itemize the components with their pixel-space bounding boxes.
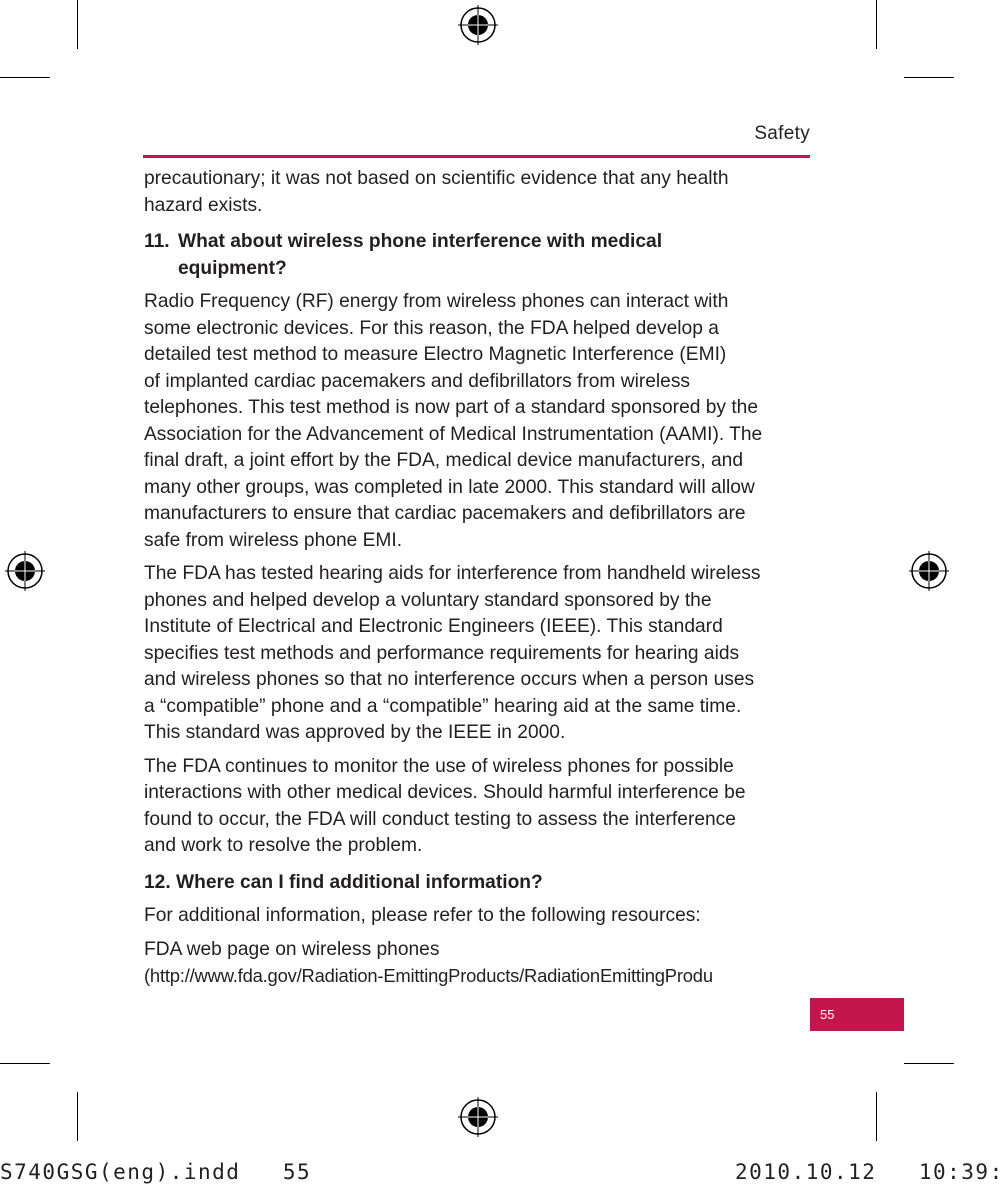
registration-mark-icon: [458, 5, 498, 45]
text-line: This standard was approved by the IEEE in 2000.: [144, 722, 566, 743]
question-number: 11.: [144, 231, 170, 252]
crop-mark: [876, 0, 877, 49]
heading-line: Where can I find additional information?: [176, 871, 543, 893]
text-line: Radio Frequency (RF) energy from wireless phones can interact with: [144, 291, 729, 312]
text-line: precautionary; it was not based on scientific evidence that any health: [144, 168, 729, 189]
text-line: FDA web page on wireless phones: [144, 938, 440, 960]
text-line: Institute of Electrical and Electronic Engineers (IEEE). This standard: [144, 616, 723, 637]
crop-mark: [77, 0, 78, 49]
paragraph-hearing-aids: [144, 561, 814, 747]
text-line: and wireless phones so that no interference occurs when a person uses: [144, 669, 755, 690]
crop-mark: [904, 77, 954, 78]
text-line: hazard exists.: [144, 194, 263, 216]
page-content: [144, 166, 814, 998]
paragraph-monitoring: [144, 754, 814, 860]
fda-url-text: (http://www.fda.gov/Radiation-EmittingProducts/RadiationEmittingProdu: [144, 965, 713, 986]
text-line: manufacturers to ensure that cardiac pacemakers and defibrillators are: [144, 503, 746, 524]
crop-mark: [0, 1063, 50, 1064]
question-12-heading: [144, 870, 814, 897]
text-line: interactions with other medical devices. Should harmful interference be: [144, 782, 746, 803]
text-line: some electronic devices. For this reason, the FDA helped develop a: [144, 317, 719, 339]
page-number-tab: [810, 998, 904, 1031]
text-line: of implanted cardiac pacemakers and defibrillators from wireless: [144, 370, 691, 392]
text-line: final draft, a joint effort by the FDA, medical device manufacturers, and: [144, 450, 744, 471]
heading-line: What about wireless phone interference with medical: [178, 231, 663, 252]
question-11-heading: [144, 229, 814, 282]
registration-mark-icon: [5, 551, 45, 591]
text-line: safe from wireless phone EMI.: [144, 529, 403, 551]
crop-mark: [77, 1092, 78, 1141]
text-line: found to occur, the FDA will conduct testing to assess the interference: [144, 808, 736, 830]
crop-mark: [0, 77, 50, 78]
text-line: many other groups, was completed in late 2000. This standard will allow: [144, 476, 755, 498]
text-line: and work to resolve the problem.: [144, 835, 423, 856]
question-number: 12.: [144, 871, 171, 893]
intro-paragraph: [144, 166, 814, 219]
text-line: phones and helped develop a voluntary standard sponsored by the: [144, 589, 712, 611]
text-line: The FDA has tested hearing aids for interference from handheld wireless: [144, 563, 761, 584]
text-line: telephones. This test method is now part of a standard sponsored by the: [144, 397, 759, 418]
text-line: The FDA continues to monitor the use of wireless phones for possible: [144, 755, 734, 777]
header-rule: [143, 155, 810, 158]
registration-mark-icon: [458, 1097, 498, 1137]
slug-filename: S740GSG(eng).indd 55: [0, 1160, 312, 1184]
heading-line: equipment?: [178, 257, 287, 279]
section-title: Safety: [754, 123, 810, 144]
page-number: 55: [820, 1007, 835, 1022]
text-line: Association for the Advancement of Medical Instrumentation (AAMI). The: [144, 423, 763, 445]
text-line: detailed test method to measure Electro Magnetic Interference (EMI): [144, 344, 727, 365]
paragraph-resources: For additional information, please refer to the following resources:: [144, 905, 701, 926]
paragraph-emi: [144, 289, 814, 554]
crop-mark: [904, 1063, 954, 1064]
text-line: specifies test methods and performance requirements for hearing aids: [144, 642, 740, 664]
slug-timestamp: 2010.10.12 10:39:: [735, 1160, 1004, 1184]
registration-mark-icon: [909, 551, 949, 591]
text-line: a “compatible” phone and a “compatible” hearing aid at the same time.: [144, 695, 742, 717]
paragraph-fda-link: [144, 937, 814, 991]
crop-mark: [876, 1092, 877, 1141]
